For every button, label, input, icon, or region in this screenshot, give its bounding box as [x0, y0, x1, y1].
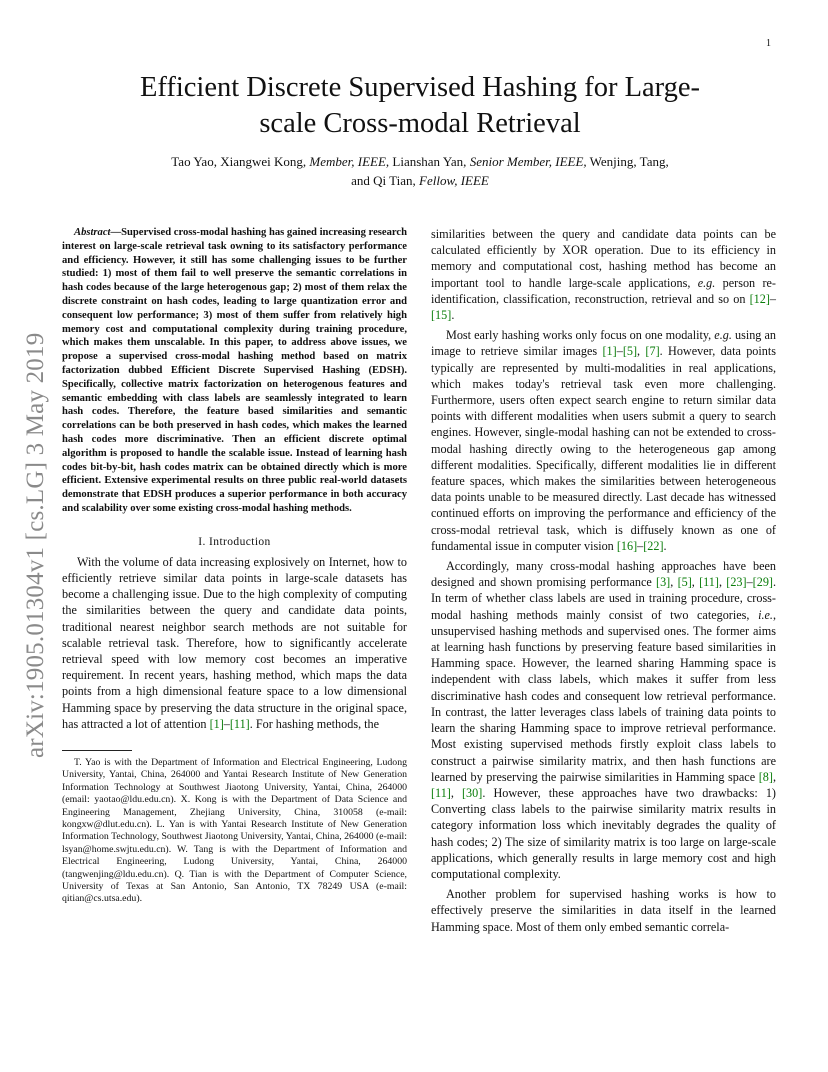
- citation-link[interactable]: [5]: [677, 575, 692, 590]
- paragraph-text: . However, these approaches have two drawbacks: 1) Converting class labels to the pairwise similarity matrix results in category information loss which inevitably degrades the quality of hash codes; 2) The size of similarity matrix is too large on large-scale applications, which generally results in large memory cost and high computational complexity.: [431, 785, 776, 881]
- citation-link[interactable]: [1]: [209, 716, 224, 731]
- abstract-text: —Supervised cross-modal hashing has gained increasing research interest on large-scale retrieval task owning to its satisfactory performance and efficiency. However, it still has some challenging issues to be further studied: 1) most of them fail to well preserve the semantic correlations in hash codes because of the large heterogenous gap; 2) most of them relax the discrete constraint on hash codes, leading to large quantization error and consequent low performance; 3) most of them suffer from relatively high memory cost and computational complexity during training procedure, which makes them unscalable. In this paper, to address above issues, we propose a supervised cross-modal hashing method based on matrix factorization dubbed Efficient Discrete Supervised Hashing (EDSH). Specifically, collective matrix factorization on heterogenous features and semantic embedding with class labels are seamlessly integrated to learn hash codes. Therefore, the feature based similarities and semantic correlations can be both preserved in hash codes, which makes the learned hash codes more discriminative. Then an efficient discrete optimal algorithm is proposed to handle the scalable issue. Instead of learning hash codes bit-by-bit, hash codes matrix can be obtained directly which is more efficient. Extensive experimental results on three public real-world datasets demonstrate that EDSH produces a superior performance in both accuracy and scalability over some existing cross-modal hashing methods.: [62, 227, 407, 514]
- citation-link[interactable]: [29]: [752, 575, 773, 590]
- punctuation: .: [663, 538, 667, 553]
- punctuation: ,: [718, 575, 727, 590]
- citation-link[interactable]: [23]: [726, 575, 747, 590]
- author-membership: Fellow, IEEE: [419, 173, 489, 188]
- right-column: [431, 226, 776, 935]
- paragraph-text: , unsupervised hashing methods and supervised ones. The former aims at learning hash functions by preserving feature based similarities in Hamming space. However, the learned sharing Hamming space is independent with class labels, which makes it suffer from less discriminative hash codes and consequent low retrieval performance. In contrast, the latter leverages class labels of training data points to learn the sharing Hamming space to improve retrieval performance. Most existing supervised methods firstly exploit class labels to construct a pairwise similarity matrix, and then hash functions are learned by preserving the pairwise similarities in Hamming space: [431, 607, 776, 784]
- author-list: [95, 152, 745, 190]
- abstract: [62, 226, 407, 516]
- body-paragraph: [431, 558, 776, 882]
- punctuation: ,: [670, 575, 678, 590]
- paragraph-text: . However, data points typically are represented by multi-modalities in real applications, which makes today's retrieval task even more challenging. Furthermore, users often expect search engine to return similar data points with different modalities when users submit a query to search engines. However, single-modal hashing can not be extended to cross-modal hashing directly owing to the heterogeneous gap among different modalities. Specifically, different modalities lie in different feature spaces, which makes the similarities between heterogeneous data points unable to be measured directly. Last decade has witnessed continued efforts on improving the performance and efficiency of the cross-modal retrieval task, which is diffusely known as one of fundamental issue in computer vision: [431, 344, 777, 553]
- punctuation: ,: [691, 575, 700, 590]
- citation-link[interactable]: [22]: [643, 538, 664, 553]
- punctuation: ,: [637, 344, 646, 359]
- punctuation: ,: [450, 785, 462, 800]
- body-paragraph: [431, 226, 776, 323]
- paragraph-text: similarities between the query and candidate data points can be calculated efficiently by XOR operation. Due to its efficiency in memory and computational cost, hashing method has become an important tool to handle large-scale applications,: [431, 227, 776, 290]
- paragraph-text: person re-identification, classification, reconstruction, retrieval and so on: [431, 275, 776, 306]
- author-membership: Member, IEEE,: [309, 154, 390, 169]
- paper-title: Efficient Discrete Supervised Hashing for Large-scale Cross-modal Retrieval: [139, 72, 701, 139]
- paragraph-text: . In term of whether class labels are used in training procedure, cross-modal hashing methods mainly consist of two categories,: [431, 575, 777, 622]
- range-dash: –: [223, 716, 230, 731]
- citation-link[interactable]: [8]: [758, 769, 773, 784]
- author-membership: Senior Member, IEEE,: [469, 154, 587, 169]
- range-dash: –: [769, 291, 776, 306]
- author-names: Wenjing, Tang,: [586, 154, 669, 169]
- citation-link[interactable]: [11]: [229, 716, 250, 731]
- section-heading-introduction: I. Introduction: [198, 535, 271, 548]
- citation-link[interactable]: [7]: [645, 344, 660, 359]
- range-dash: –: [637, 538, 644, 553]
- citation-link[interactable]: [16]: [616, 538, 638, 553]
- page-number: 1: [766, 38, 771, 49]
- emphasis-text: i.e.: [758, 607, 773, 622]
- paragraph-text: With the volume of data increasing explosively on Internet, how to efficiently retrieve similar data points in large-scale datasets has become a challenging issue. Due to the high complexity of computing the similarities between the query and candidate data points, traditional nearest neighbor search methods are not suitable for scalable retrieval task. Therefore, how to significantly accelerate retrieval speed with low memory cost becomes an imperative requirement. In recent years, hashing method, which maps the data points from a high dimensional feature space to a low dimensional Hamming space by preserving the data structure in the original space, has attracted a lot of attention: [62, 554, 407, 731]
- citation-link[interactable]: [3]: [656, 575, 671, 590]
- intro-paragraph: [62, 554, 407, 732]
- author-names: and Qi Tian,: [351, 173, 420, 188]
- citation-link[interactable]: [5]: [622, 344, 638, 359]
- footnote-divider: [62, 750, 132, 751]
- citation-link[interactable]: [11]: [431, 785, 451, 800]
- range-dash: –: [616, 344, 623, 359]
- citation-link[interactable]: [1]: [602, 344, 617, 359]
- citation-link[interactable]: [12]: [749, 291, 770, 306]
- punctuation: ,: [772, 769, 776, 784]
- body-paragraph: [431, 327, 776, 554]
- range-dash: –: [746, 575, 753, 590]
- abstract-label: Abstract: [74, 227, 111, 238]
- paragraph-text: Most early hashing works only focus on one modality,: [446, 328, 715, 343]
- paragraph-text: . For hashing methods, the: [249, 716, 380, 731]
- emphasis-text: e.g.: [714, 328, 732, 343]
- punctuation: .: [451, 308, 455, 323]
- arxiv-identifier-stamp: arXiv:1905.01304v1 [cs.LG] 3 May 2019: [22, 332, 49, 758]
- citation-link[interactable]: [15]: [431, 308, 452, 323]
- author-affiliations-footnote: T. Yao is with the Department of Information and Electrical Engineering, Ludong University, Yantai, China, 264000 and Yantai Research Institute of New Generation Information Technology at Southwest Jiaotong University, Yantai, China, 264000 (email: yaotao@ldu.edu.cn). X. Kong is with the Department of Data Science and Engineering Management, Zhejiang University, China, 310058 (e-mail: kongxw@dlut.edu.cn). L. Yan is with Yantai Research Institute of New Generation Information Technology, Southwest Jiaotong University, Yantai, China, 264000 (e-mail: lsyan@home.swjtu.edu.cn). W. Tang is with the Department of Information and Electrical Engineering, Ludong University, Yantai, China, 264000 (tangwenjing@ldu.edu.cn). Q. Tian is with the Department of Computer Science, University of Texas at San Antonio, San Antonio, TX 78249 USA (e-mail: qitian@cs.utsa.edu).: [62, 756, 407, 905]
- citation-link[interactable]: [11]: [699, 575, 719, 590]
- author-names: Tao Yao, Xiangwei Kong,: [171, 154, 310, 169]
- citation-link[interactable]: [30]: [462, 785, 483, 800]
- body-paragraph: Another problem for supervised hashing works is how to effectively preserve the similarities in data itself in the learned Hamming space. Most of them only embed semantic correla-: [431, 887, 776, 934]
- paragraph-text: Accordingly, many cross-modal hashing approaches have been designed and shown promising performance: [431, 559, 776, 590]
- paragraph-text: using an image to retrieve similar images: [431, 328, 776, 359]
- author-names: Lianshan Yan,: [389, 154, 470, 169]
- emphasis-text: e.g.: [697, 275, 716, 290]
- left-column: [62, 226, 407, 906]
